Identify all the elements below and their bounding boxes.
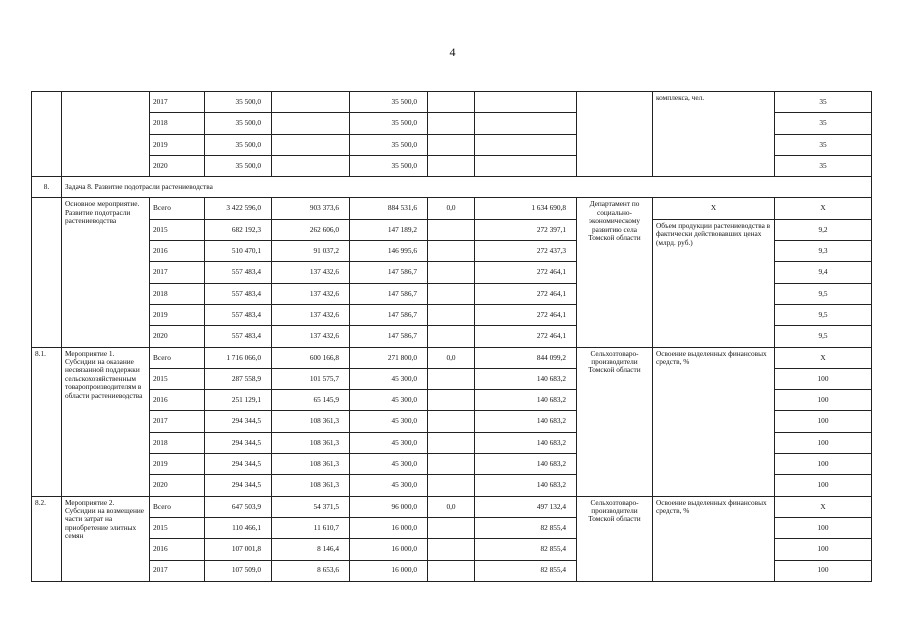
cell-regional: 147 586,7: [350, 326, 428, 347]
cell-value: 35: [775, 92, 872, 113]
cell-federal: 137 432,6: [272, 283, 350, 304]
table-row: [32, 496, 872, 517]
cell-regional: 16 000,0: [350, 539, 428, 560]
cell-other: 272 464,1: [475, 326, 577, 347]
cell-local: [428, 262, 475, 283]
cell-local: [428, 454, 475, 475]
event-indicator: Объем продукции растениеводства в фактически действовавших ценах (млрд. руб.): [653, 219, 775, 347]
cell-local: [428, 326, 475, 347]
cell-total: 110 466,1: [205, 517, 272, 538]
cell-local: [428, 539, 475, 560]
table-row: [32, 347, 872, 368]
cell-year: 2016: [150, 241, 205, 262]
cell-regional: 96 000,0: [350, 496, 428, 517]
cell-federal: 137 432,6: [272, 304, 350, 325]
cell-value: 35: [775, 155, 872, 176]
cell-total: 107 509,0: [205, 560, 272, 581]
cell-regional: 45 300,0: [350, 454, 428, 475]
cell-total: 557 483,4: [205, 283, 272, 304]
cell-local: [428, 241, 475, 262]
cell-value: 100: [775, 411, 872, 432]
cell-year: 2018: [150, 113, 205, 134]
cell-value: 9,3: [775, 241, 872, 262]
cell-regional: 884 531,6: [350, 198, 428, 219]
cell-total: 294 344,5: [205, 454, 272, 475]
cell-value: 35: [775, 113, 872, 134]
cell-value: 9,5: [775, 283, 872, 304]
cell-total: 294 344,5: [205, 475, 272, 496]
cell-other: 140 683,2: [475, 390, 577, 411]
cell-federal: 600 166,8: [272, 347, 350, 368]
cell-other: 82 855,4: [475, 560, 577, 581]
cell-value: 100: [775, 539, 872, 560]
event-indicator: Освоение выделенных финансовых средств, %: [653, 347, 775, 496]
cell-local: [428, 411, 475, 432]
cell-total: 1 716 066,0: [205, 347, 272, 368]
cell-name: [62, 92, 150, 177]
cell-regional: 35 500,0: [350, 155, 428, 176]
cell-federal: 108 361,3: [272, 432, 350, 453]
cell-year: 2017: [150, 560, 205, 581]
cell-value: 35: [775, 134, 872, 155]
cell-regional: 35 500,0: [350, 92, 428, 113]
cell-local: [428, 134, 475, 155]
cell-other: 82 855,4: [475, 517, 577, 538]
event-indicator: Освоение выделенных финансовых средств, %: [653, 496, 775, 581]
cell-federal: 101 575,7: [272, 368, 350, 389]
cell-local: [428, 219, 475, 240]
cell-other: 140 683,2: [475, 368, 577, 389]
cell-local: [428, 155, 475, 176]
cell-value: 9,4: [775, 262, 872, 283]
program-table: [31, 91, 872, 582]
cell-local: 0,0: [428, 347, 475, 368]
cell-local: [428, 283, 475, 304]
cell-federal: [272, 134, 350, 155]
cell-year: 2019: [150, 454, 205, 475]
event-name: Основное мероприятие. Развитие подотрасли растениеводства: [62, 198, 150, 347]
cell-federal: 11 610,7: [272, 517, 350, 538]
cell-federal: 262 606,0: [272, 219, 350, 240]
cell-total: 251 129,1: [205, 390, 272, 411]
cell-local: [428, 517, 475, 538]
cell-value: 100: [775, 560, 872, 581]
cell-federal: 137 432,6: [272, 326, 350, 347]
cell-value: 9,2: [775, 219, 872, 240]
cell-other: 82 855,4: [475, 539, 577, 560]
cell-total: 294 344,5: [205, 411, 272, 432]
cell-other: 140 683,2: [475, 475, 577, 496]
cell-year: 2017: [150, 92, 205, 113]
cell-num: [32, 92, 62, 177]
event-number: 8.2.: [32, 496, 62, 581]
cell-federal: 108 361,3: [272, 411, 350, 432]
cell-other: 844 099,2: [475, 347, 577, 368]
page-number: 4: [449, 45, 456, 59]
event-executor: Сельхозтоваро-производители Томской области: [577, 496, 653, 581]
cell-year: 2020: [150, 326, 205, 347]
cell-other: [475, 134, 577, 155]
table-row: [32, 92, 872, 113]
cell-year: 2020: [150, 475, 205, 496]
cell-year: 2016: [150, 390, 205, 411]
cell-year: 2016: [150, 539, 205, 560]
task-title: Задача 8. Развитие подотрасли растениеводства: [62, 177, 872, 198]
cell-total: 557 483,4: [205, 304, 272, 325]
cell-federal: 54 371,5: [272, 496, 350, 517]
cell-regional: 45 300,0: [350, 368, 428, 389]
cell-other: 272 437,3: [475, 241, 577, 262]
cell-value: 100: [775, 517, 872, 538]
cell-year: 2015: [150, 368, 205, 389]
event-name: Мероприятие 1. Субсидии на оказание несвязанной поддержки сельскохозяйственным товаропроизводителям в области растениеводства: [62, 347, 150, 496]
cell-regional: 45 300,0: [350, 432, 428, 453]
cell-total: 647 503,9: [205, 496, 272, 517]
cell-regional: 45 300,0: [350, 390, 428, 411]
cell-year: 2018: [150, 432, 205, 453]
event-number: 8.1.: [32, 347, 62, 496]
cell-regional: 16 000,0: [350, 517, 428, 538]
cell-federal: [272, 155, 350, 176]
cell-regional: 147 586,7: [350, 283, 428, 304]
cell-total: 510 470,1: [205, 241, 272, 262]
cell-other: 497 132,4: [475, 496, 577, 517]
cell-value: 9,5: [775, 304, 872, 325]
cell-federal: 65 145,9: [272, 390, 350, 411]
cell-executor: [577, 92, 653, 177]
cell-value: 100: [775, 390, 872, 411]
cell-value: 100: [775, 432, 872, 453]
cell-year: 2015: [150, 219, 205, 240]
cell-other: [475, 155, 577, 176]
cell-local: [428, 560, 475, 581]
cell-year: 2019: [150, 304, 205, 325]
cell-total: 557 483,4: [205, 326, 272, 347]
cell-other: 140 683,2: [475, 454, 577, 475]
cell-other: [475, 113, 577, 134]
cell-federal: 108 361,3: [272, 454, 350, 475]
cell-total: 35 500,0: [205, 92, 272, 113]
cell-value: 9,5: [775, 326, 872, 347]
cell-num: [32, 198, 62, 347]
event-name: Мероприятие 2. Субсидии на возмещение части затрат на приобретение элитных семян: [62, 496, 150, 581]
cell-regional: 147 586,7: [350, 262, 428, 283]
cell-total: 294 344,5: [205, 432, 272, 453]
cell-year: Всего: [150, 198, 205, 219]
cell-federal: 91 037,2: [272, 241, 350, 262]
cell-other: 272 464,1: [475, 283, 577, 304]
cell-local: [428, 92, 475, 113]
cell-federal: 903 373,6: [272, 198, 350, 219]
cell-other: 272 464,1: [475, 262, 577, 283]
cell-federal: 137 432,6: [272, 262, 350, 283]
cell-regional: 35 500,0: [350, 113, 428, 134]
cell-regional: 271 800,0: [350, 347, 428, 368]
table-row: [32, 219, 872, 240]
cell-year: 2015: [150, 517, 205, 538]
cell-federal: 108 361,3: [272, 475, 350, 496]
cell-total: 35 500,0: [205, 155, 272, 176]
cell-local: [428, 113, 475, 134]
table-row: [32, 177, 872, 198]
cell-total: 35 500,0: [205, 113, 272, 134]
cell-value: 100: [775, 454, 872, 475]
cell-other: 272 397,1: [475, 219, 577, 240]
cell-total: 35 500,0: [205, 134, 272, 155]
cell-other: 140 683,2: [475, 411, 577, 432]
cell-local: [428, 475, 475, 496]
cell-total: 107 001,8: [205, 539, 272, 560]
event-executor: Сельхозтоваро-производители Томской области: [577, 347, 653, 496]
cell-federal: 8 146,4: [272, 539, 350, 560]
cell-local: 0,0: [428, 496, 475, 517]
cell-other: 140 683,2: [475, 432, 577, 453]
cell-year: Всего: [150, 347, 205, 368]
cell-other: 1 634 690,8: [475, 198, 577, 219]
cell-federal: [272, 113, 350, 134]
cell-federal: [272, 92, 350, 113]
cell-value: 100: [775, 475, 872, 496]
cell-total: 287 558,9: [205, 368, 272, 389]
cell-total: 3 422 596,0: [205, 198, 272, 219]
cell-regional: 147 189,2: [350, 219, 428, 240]
cell-federal: 8 653,6: [272, 560, 350, 581]
cell-value: X: [775, 496, 872, 517]
cell-local: [428, 390, 475, 411]
event-executor: Департамент по социально-экономическому развитию села Томской области: [577, 198, 653, 347]
cell-local: [428, 304, 475, 325]
table-row: [32, 198, 872, 219]
cell-value: 100: [775, 368, 872, 389]
cell-other: 272 464,1: [475, 304, 577, 325]
task-number: 8.: [32, 177, 62, 198]
cell-regional: 147 586,7: [350, 304, 428, 325]
cell-regional: 35 500,0: [350, 134, 428, 155]
cell-total: 557 483,4: [205, 262, 272, 283]
cell-year: Всего: [150, 496, 205, 517]
cell-regional: 146 995,6: [350, 241, 428, 262]
cell-year: 2018: [150, 283, 205, 304]
cell-value: X: [775, 198, 872, 219]
cell-year: 2020: [150, 155, 205, 176]
cell-local: [428, 368, 475, 389]
cell-regional: 16 000,0: [350, 560, 428, 581]
cell-year: 2017: [150, 262, 205, 283]
cell-year: 2019: [150, 134, 205, 155]
cell-indicator: комплекса, чел.: [653, 92, 775, 177]
cell-total: 682 192,3: [205, 219, 272, 240]
cell-year: 2017: [150, 411, 205, 432]
cell-value: X: [775, 347, 872, 368]
cell-indicator: X: [653, 198, 775, 219]
cell-regional: 45 300,0: [350, 411, 428, 432]
cell-local: 0,0: [428, 198, 475, 219]
cell-local: [428, 432, 475, 453]
cell-regional: 45 300,0: [350, 475, 428, 496]
cell-other: [475, 92, 577, 113]
